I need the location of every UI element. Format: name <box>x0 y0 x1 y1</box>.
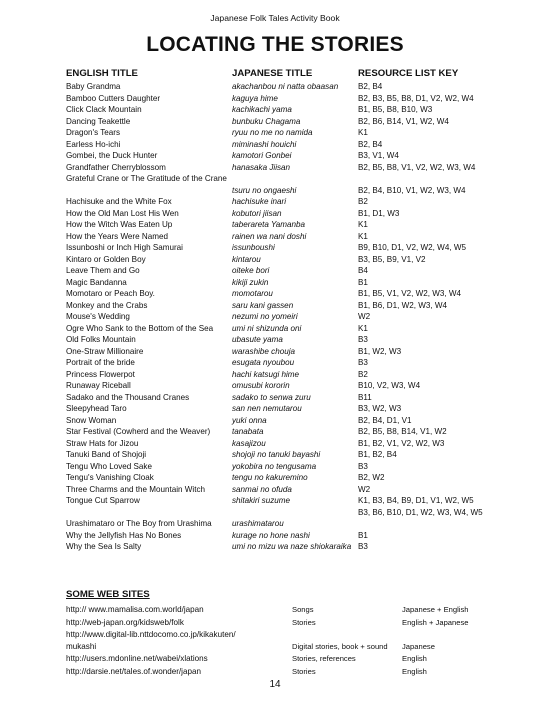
resource-key: B3 <box>358 542 368 551</box>
table-row <box>66 173 506 196</box>
resource-key: B2, B5, B8, B14, V1, W2 <box>358 427 447 436</box>
table-row <box>66 311 506 323</box>
table-row <box>66 116 506 128</box>
japanese-title: akachanbou ni natta obaasan <box>232 82 339 91</box>
site-description: Digital stories, book + sound <box>292 642 388 651</box>
english-title: Dancing Teakettle <box>66 116 131 126</box>
resource-key: B2, B6, B14, V1, W2, W4 <box>358 116 449 126</box>
japanese-title: esugata nyoubou <box>232 358 295 367</box>
english-title: Runaway Riceball <box>66 381 131 390</box>
japanese-title: hanasaka Jiisan <box>232 162 291 172</box>
resource-key: W2 <box>358 484 371 494</box>
japanese-title: kasajizou <box>232 438 266 448</box>
english-title: Star Festival (Cowherd and the Weaver) <box>66 427 211 436</box>
english-title: Tanuki Band of Shojoji <box>66 450 147 459</box>
resource-key: B1, B5, B8, B10, W3 <box>358 105 433 114</box>
english-title: Ogre Who Sank to the Bottom of the Sea <box>66 323 214 333</box>
resource-key: K1, B3, B4, B9, D1, V1, W2, W5 <box>358 496 474 505</box>
resource-key: B3 <box>358 461 368 471</box>
english-title: Why the Sea Is Salty <box>66 542 142 551</box>
table-row <box>66 254 506 266</box>
site-language: English <box>402 654 427 663</box>
japanese-title: sanmai no ofuda <box>232 484 292 494</box>
resource-key: B4 <box>358 266 368 275</box>
english-title: Old Folks Mountain <box>66 335 136 344</box>
japanese-title: saru kani gassen <box>232 300 294 310</box>
japanese-title: oiteke bori <box>232 266 270 275</box>
table-row <box>66 139 506 151</box>
book-header: Japanese Folk Tales Activity Book <box>210 13 340 23</box>
table-row <box>66 380 506 392</box>
site-language: English <box>402 666 427 676</box>
table-row <box>66 472 506 484</box>
table-row <box>66 530 506 542</box>
japanese-title: kamotori Gonbei <box>232 151 292 160</box>
site-url[interactable]: http://web-japan.org/kidsweb/folk <box>66 617 184 627</box>
resource-key: K1 <box>358 220 368 229</box>
page-title: LOCATING THE STORIES <box>146 33 404 56</box>
english-title: Tengu's Vanishing Cloak <box>66 473 154 482</box>
japanese-title: umi no mizu wa naze shiokaraika <box>232 542 352 551</box>
table-row <box>66 415 506 427</box>
table-row <box>66 104 506 116</box>
japanese-title: ryuu no me no namida <box>232 128 313 137</box>
table-row <box>66 323 506 335</box>
table-row <box>66 81 506 93</box>
table-row <box>66 93 506 105</box>
japanese-title: rainen wa nani doshi <box>232 231 307 241</box>
table-row <box>66 507 506 530</box>
table-row <box>66 403 506 415</box>
resource-key: B1, D1, W3 <box>358 208 400 218</box>
table-row <box>66 484 506 496</box>
japanese-title: hachi katsugi hime <box>232 369 300 379</box>
table-row <box>66 242 506 254</box>
site-language: Japanese + English <box>402 605 469 614</box>
table-row <box>66 346 506 358</box>
resource-key: B2, B4, D1, V1 <box>358 415 412 425</box>
resource-key: B2 <box>358 197 368 206</box>
resource-key: B1, B2, B4 <box>358 450 397 459</box>
english-title: Bamboo Cutters Daughter <box>66 93 161 103</box>
english-title: Why the Jellyfish Has No Bones <box>66 530 182 540</box>
english-title: Click Clack Mountain <box>66 105 142 114</box>
resource-key: B2, B5, B8, V1, V2, W2, W3, W4 <box>358 162 476 172</box>
japanese-title: kachikachi yama <box>232 105 292 114</box>
english-title: Princess Flowerpot <box>66 369 135 379</box>
english-title: Grateful Crane or The Gratitude of the Crane <box>66 174 227 183</box>
resource-key: W2 <box>358 312 371 321</box>
table-row <box>66 265 506 277</box>
list-item <box>66 617 506 630</box>
english-title: Momotaro or Peach Boy. <box>66 289 155 298</box>
list-item <box>66 629 506 653</box>
table-row <box>66 277 506 289</box>
english-title: Portrait of the bride <box>66 358 135 367</box>
japanese-title: shojoji no tanuki bayashi <box>232 450 321 459</box>
english-title: Magic Bandanna <box>66 277 127 287</box>
resource-key: B2, B4 <box>358 139 383 149</box>
english-title-header: ENGLISH TITLE <box>66 68 138 79</box>
japanese-title: urashimatarou <box>232 519 284 528</box>
english-title: Urashimataro or The Boy from Urashima <box>66 519 212 528</box>
table-row <box>66 449 506 461</box>
english-title: Hachisuke and the White Fox <box>66 197 172 206</box>
table-row <box>66 150 506 162</box>
site-description: Stories <box>292 617 316 627</box>
japanese-title: ubasute yama <box>232 335 283 344</box>
japanese-title: san nen nemutarou <box>232 404 302 413</box>
english-title: Grandfather Cherryblossom <box>66 162 166 172</box>
resource-key: B3, W2, W3 <box>358 404 402 413</box>
resource-key: B3, B5, B9, V1, V2 <box>358 254 426 264</box>
japanese-title: kintarou <box>232 254 261 264</box>
japanese-title: warashibe chouja <box>232 346 295 356</box>
resource-key: B2, B3, B5, B8, D1, V2, W2, W4 <box>358 93 474 103</box>
english-title: One-Straw Millionaire <box>66 346 144 356</box>
japanese-title: omusubi kororin <box>232 381 290 390</box>
site-language: English + Japanese <box>402 617 469 627</box>
english-title: Earless Ho-ichi <box>66 139 121 149</box>
japanese-title: yuki onna <box>232 415 267 425</box>
resource-key: K1 <box>358 231 368 241</box>
japanese-title: tsuru no ongaeshi <box>232 185 297 195</box>
table-row <box>66 541 506 553</box>
table-row <box>66 196 506 208</box>
japanese-title: momotarou <box>232 289 273 298</box>
resource-key-header: RESOURCE LIST KEY <box>358 68 459 79</box>
resource-key: B2 <box>358 369 368 379</box>
japanese-title: kobutori jiisan <box>232 208 282 218</box>
table-row <box>66 392 506 404</box>
english-title: Monkey and the Crabs <box>66 300 148 310</box>
table-row <box>66 426 506 438</box>
japanese-title: hachisuke inari <box>232 197 286 206</box>
table-row <box>66 231 506 243</box>
english-title: Snow Woman <box>66 415 117 425</box>
resource-key: B3 <box>358 335 368 344</box>
resource-key: B1, B6, D1, W2, W3, W4 <box>358 300 448 310</box>
table-row <box>66 461 506 473</box>
table-row <box>66 219 506 231</box>
resource-key: B1, B2, V1, V2, W2, W3 <box>358 438 445 448</box>
resource-key: B3, B6, B10, D1, W2, W3, W4, W5 <box>358 507 483 517</box>
resource-key: B2, B4 <box>358 82 383 91</box>
english-title: How the Witch Was Eaten Up <box>66 220 173 229</box>
english-title: Sleepyhead Taro <box>66 404 127 413</box>
resource-key: B1 <box>358 277 368 287</box>
site-url[interactable]: http://www.digital-lib.nttdocomo.co.jp/kikakuten/ mukashi <box>66 630 236 651</box>
table-row <box>66 357 506 369</box>
english-title: Kintaro or Golden Boy <box>66 254 146 264</box>
resource-key: B9, B10, D1, V2, W2, W4, W5 <box>358 243 466 252</box>
english-title: Three Charms and the Mountain Witch <box>66 484 206 494</box>
page-number: 14 <box>269 679 281 690</box>
english-title: Leave Them and Go <box>66 266 140 275</box>
japanese-title: miminashi houichi <box>232 139 297 149</box>
resource-key: K1 <box>358 128 368 137</box>
english-title: Gombei, the Duck Hunter <box>66 151 158 160</box>
table-row <box>66 127 506 139</box>
japanese-title: kaguya hime <box>232 93 278 103</box>
japanese-title: kikiji zukin <box>232 277 269 287</box>
japanese-title: kurage no hone nashi <box>232 530 310 540</box>
japanese-title: bunbuku Chagama <box>232 116 301 126</box>
english-title: How the Years Were Named <box>66 231 168 241</box>
japanese-title: sadako to senwa zuru <box>232 392 311 402</box>
web-sites-heading: SOME WEB SITES <box>66 589 150 600</box>
resource-key: B11 <box>358 392 372 402</box>
table-row <box>66 334 506 346</box>
site-description: Stories <box>292 666 316 676</box>
column-headers <box>66 68 506 80</box>
english-title: Tengu Who Loved Sake <box>66 461 152 471</box>
japanese-title: nezumi no yomeiri <box>232 312 298 321</box>
stories-table <box>66 81 506 553</box>
list-item <box>66 666 506 679</box>
japanese-title: issunboushi <box>232 243 275 252</box>
web-sites-list <box>66 604 506 678</box>
resource-key: B1, W2, W3 <box>358 346 402 356</box>
table-row <box>66 162 506 174</box>
japanese-title: umi ni shizunda oni <box>232 323 302 333</box>
english-title: How the Old Man Lost His Wen <box>66 208 179 218</box>
table-row <box>66 300 506 312</box>
english-title: Dragon's Tears <box>66 128 121 137</box>
table-row <box>66 438 506 450</box>
english-title: Tongue Cut Sparrow <box>66 496 140 505</box>
resource-key: B1, B5, V1, V2, W2, W3, W4 <box>358 289 462 298</box>
english-title: Sadako and the Thousand Cranes <box>66 392 190 402</box>
site-url[interactable]: http://users.mdonline.net/wabei/xlations <box>66 654 208 663</box>
list-item <box>66 604 506 617</box>
table-row <box>66 288 506 300</box>
resource-key: B3, V1, W4 <box>358 151 399 160</box>
table-row <box>66 208 506 220</box>
japanese-title: shitakiri suzume <box>232 496 291 505</box>
resource-key: B10, V2, W3, W4 <box>358 381 421 390</box>
resource-key: B3 <box>358 358 368 367</box>
english-title: Mouse's Wedding <box>66 312 130 321</box>
site-language: Japanese <box>402 642 435 651</box>
english-title: Straw Hats for Jizou <box>66 438 139 448</box>
english-title: Issunboshi or Inch High Samurai <box>66 243 183 252</box>
japanese-title: yokobira no tengusama <box>232 461 317 471</box>
japanese-title: taberareta Yamanba <box>232 220 306 229</box>
resource-key: B1 <box>358 530 368 540</box>
japanese-title: tanabata <box>232 427 264 436</box>
site-url[interactable]: http:// www.mamalisa.com.world/japan <box>66 605 204 614</box>
site-description: Songs <box>292 605 314 614</box>
table-row <box>66 495 506 507</box>
resource-key: B2, B4, B10, V1, W2, W3, W4 <box>358 185 466 195</box>
list-item <box>66 653 506 666</box>
site-url[interactable]: http://darsie.net/tales.of.wonder/japan <box>66 666 201 676</box>
english-title: Baby Grandma <box>66 82 121 91</box>
japanese-title: tengu no kakuremino <box>232 473 308 482</box>
japanese-title-header: JAPANESE TITLE <box>232 68 313 79</box>
site-description: Stories, references <box>292 654 356 663</box>
resource-key: B2, W2 <box>358 473 385 482</box>
resource-key: K1 <box>358 323 368 333</box>
table-row <box>66 369 506 381</box>
